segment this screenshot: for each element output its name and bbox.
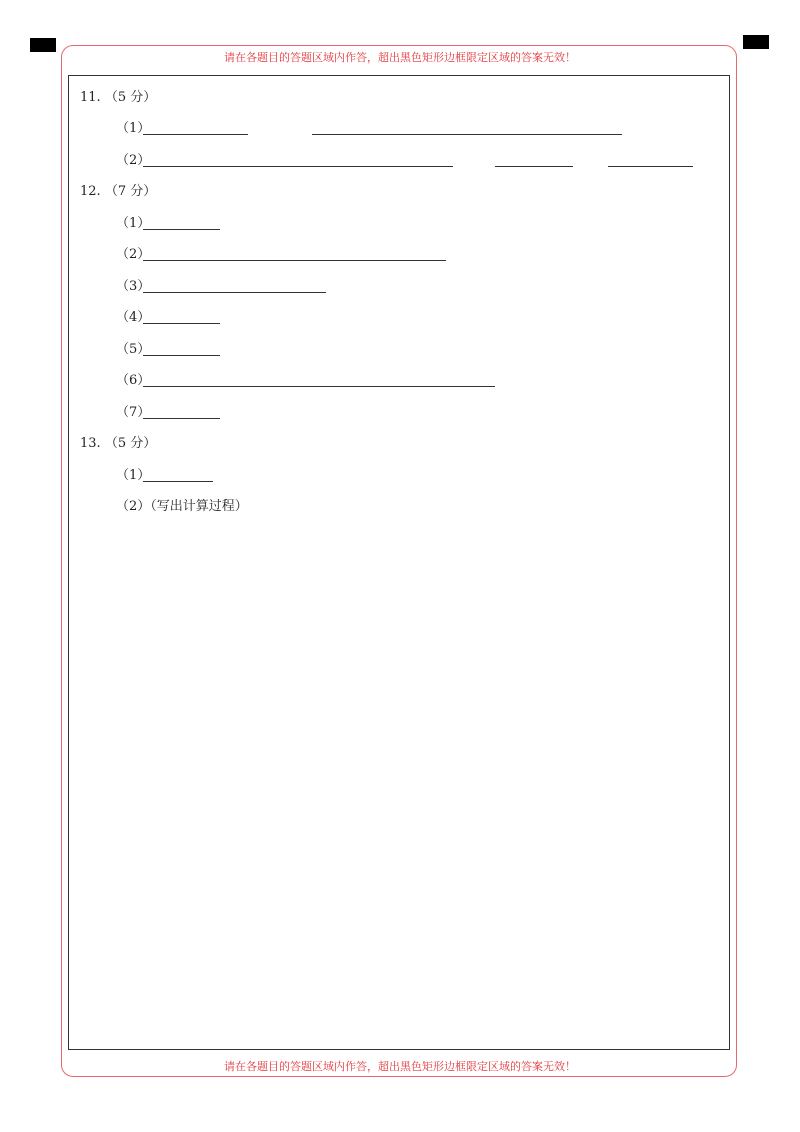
q12-part-4-blank[interactable] [143, 323, 220, 324]
question-number: 13. [80, 436, 101, 451]
question-number: 12. [80, 184, 101, 199]
q13-part-2-row [116, 499, 248, 515]
warning-text-top: 请在各题目的答题区域内作答，超出黑色矩形边框限定区域的答案无效！ [224, 51, 576, 64]
q11-part-2-label: （2） [116, 153, 151, 168]
q13-part-1-label: （1） [116, 468, 151, 483]
q13-part-1-blank[interactable] [143, 481, 213, 482]
q12-part-3-label: （3） [116, 279, 151, 294]
q12-part-4-label: （4） [116, 310, 151, 325]
question-number: 11. [80, 90, 101, 105]
question-13-header [80, 436, 156, 452]
q13-part-2-work-area[interactable] [80, 525, 720, 1040]
q11-part-2-blank-a[interactable] [143, 166, 453, 167]
q11-part-1-label: （1） [116, 121, 151, 136]
q11-part-2-blank-c[interactable] [608, 166, 693, 167]
q12-part-1-blank[interactable] [143, 229, 220, 230]
q12-part-7-label: （7） [116, 405, 151, 420]
warning-text-bottom: 请在各题目的答题区域内作答，超出黑色矩形边框限定区域的答案无效！ [224, 1060, 576, 1073]
q13-part-2-label: （2） [116, 499, 151, 514]
question-points: （5 分） [104, 90, 157, 105]
question-points: （7 分） [104, 184, 157, 199]
q12-part-1-label: （1） [116, 216, 151, 231]
q12-part-2-label: （2） [116, 247, 151, 262]
question-11-header [80, 90, 156, 106]
q12-part-5-blank[interactable] [143, 355, 220, 356]
alignment-marker-right [743, 35, 769, 49]
q12-part-7-blank[interactable] [143, 418, 220, 419]
q12-part-6-label: （6） [116, 373, 151, 388]
alignment-marker-left [30, 38, 56, 52]
q11-part-1-blank-b[interactable] [312, 134, 622, 135]
q13-part-2-note: （写出计算过程） [150, 499, 248, 514]
question-12-header [80, 184, 156, 200]
q11-part-2-blank-b[interactable] [495, 166, 573, 167]
q12-part-5-label: （5） [116, 342, 151, 357]
question-points: （5 分） [104, 436, 157, 451]
q12-part-6-blank[interactable] [143, 386, 495, 387]
q12-part-3-blank[interactable] [143, 292, 326, 293]
q11-part-1-blank-a[interactable] [143, 134, 248, 135]
q12-part-2-blank[interactable] [143, 260, 446, 261]
